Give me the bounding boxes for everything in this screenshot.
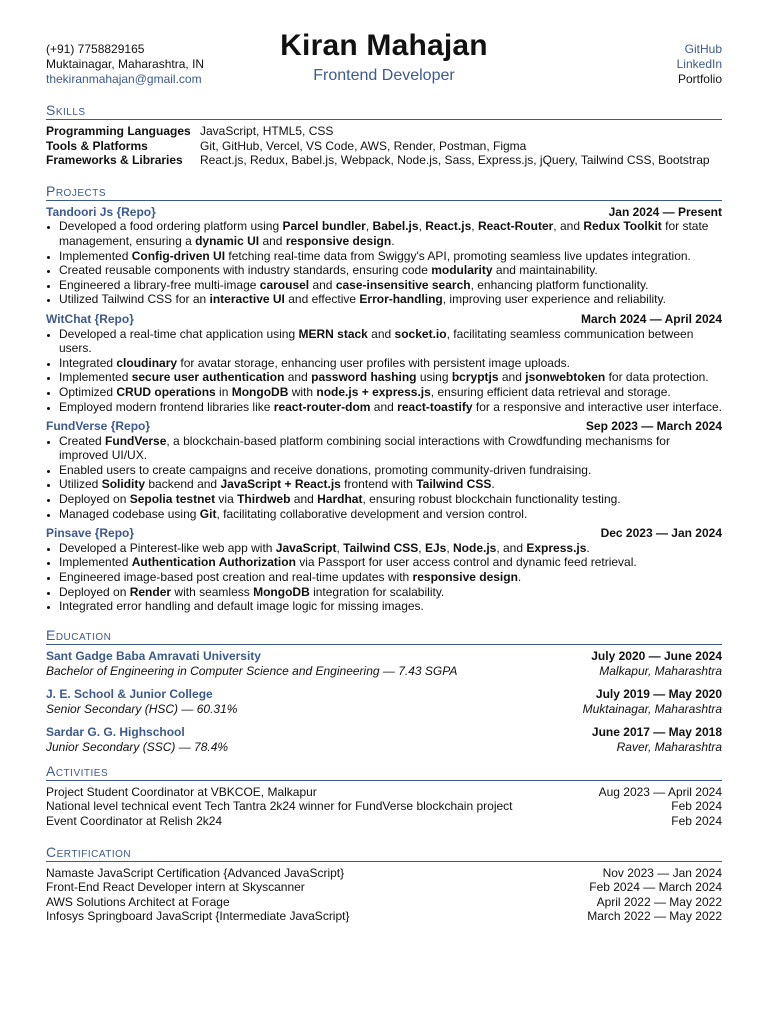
linkedin-link[interactable]: LinkedIn	[676, 57, 722, 71]
project-date: Jan 2024 — Present	[608, 204, 722, 219]
education-entry	[46, 725, 722, 755]
project-bullet: • Enabled users to create campaigns and receive donations, promoting community-driven fundraising.	[59, 463, 722, 478]
certification-text: Front-End React Developer intern at Skyscanner	[46, 880, 305, 895]
certification-text: Namaste JavaScript Certification {Advanced JavaScript}	[46, 865, 345, 880]
project-header	[46, 419, 722, 434]
school-name: Sardar G. G. Highschool	[46, 724, 185, 739]
education-row	[46, 687, 722, 702]
project-bullet: • Utilized Tailwind CSS for an interactive UI and effective Error-handling, improving user experience and reliability.	[59, 292, 722, 307]
project-bullet: • Implemented Authentication Authorization via Passport for user access control and dynamic feed retrieval.	[59, 555, 722, 570]
certification-row	[46, 895, 722, 910]
project-title-link[interactable]: WitChat {Repo}	[46, 311, 134, 326]
skill-category: Programming Languages	[46, 124, 191, 138]
project-bullet: • Implemented secure user authentication and password hashing using bcryptjs and jsonwebtoken for data protection.	[59, 370, 722, 385]
project-title-link[interactable]: Pinsave {Repo}	[46, 526, 135, 541]
school-name: Sant Gadge Baba Amravati University	[46, 648, 261, 663]
education-date: July 2019 — May 2020	[595, 686, 722, 701]
project-date: Sep 2023 — March 2024	[585, 419, 722, 434]
education-entry	[46, 687, 722, 717]
certification-date: Feb 2024 — March 2024	[589, 880, 722, 895]
certification-row	[46, 909, 722, 924]
project-entry	[46, 205, 722, 307]
project-bullets	[46, 434, 722, 522]
section-title: Certification	[46, 844, 722, 862]
certification-list	[46, 866, 722, 924]
education-entry	[46, 649, 722, 679]
project-bullet: • Developed a Pinterest-like web app with JavaScript, Tailwind CSS, EJs, Node.js, and Express.js.	[59, 541, 722, 556]
skill-category: Tools & Platforms	[46, 138, 148, 153]
section-title: Education	[46, 627, 722, 645]
project-bullet: • Created FundVerse, a blockchain-based platform combining social interactions with Crowdfunding mechanisms for improved UI/UX.	[59, 434, 722, 463]
education-date: June 2017 — May 2018	[591, 724, 722, 739]
education-details-row	[46, 702, 722, 717]
project-bullet: • Integrated cloudinary for avatar storage, enhancing user profiles with persistent image uploads.	[59, 356, 722, 371]
certification-row	[46, 866, 722, 881]
project-bullet: • Managed codebase using Git, facilitating collaborative development and version control.	[59, 507, 722, 522]
resume-header	[46, 28, 722, 100]
certification-section	[46, 844, 722, 924]
education-details-row	[46, 664, 722, 679]
activities-list	[46, 785, 722, 829]
skill-row	[46, 124, 722, 139]
activity-text: Event Coordinator at Relish 2k24	[46, 814, 223, 828]
project-bullet: • Optimized CRUD operations in MongoDB with node.js + express.js, ensuring efficient data retrieval and storage.	[59, 385, 722, 400]
project-title-link[interactable]: Tandoori Js {Repo}	[46, 204, 156, 219]
degree: Bachelor of Engineering in Computer Science and Engineering — 7.43 SGPA	[46, 663, 458, 678]
skill-values: JavaScript, HTML5, CSS	[200, 124, 334, 138]
education-list	[46, 649, 722, 755]
project-bullet: • Deployed on Render with seamless MongoDB integration for scalability.	[59, 585, 722, 600]
profile-links	[677, 42, 722, 87]
activity-row	[46, 785, 722, 800]
activity-row	[46, 799, 722, 814]
project-header	[46, 205, 722, 220]
resume-page	[46, 28, 722, 924]
project-header	[46, 312, 722, 327]
project-entry	[46, 419, 722, 521]
activity-date: Feb 2024	[671, 799, 722, 814]
project-header	[46, 526, 722, 541]
project-bullet: • Implemented Config-driven UI fetching real-time data from Swiggy's API, promoting seamless live updates integration.	[59, 249, 722, 264]
section-title: Activities	[46, 763, 722, 781]
skill-row	[46, 153, 722, 168]
project-bullets	[46, 541, 722, 614]
skills-list	[46, 124, 722, 168]
project-bullet: • Utilized Solidity backend and JavaScript + React.js frontend with Tailwind CSS.	[59, 477, 722, 492]
projects-section	[46, 183, 722, 614]
education-location: Raver, Maharashtra	[616, 739, 722, 754]
activity-date: Aug 2023 — April 2024	[598, 784, 722, 799]
activities-section	[46, 763, 722, 829]
phone-number: (+91) 7758829165	[46, 42, 145, 56]
education-details-row	[46, 740, 722, 755]
email-link[interactable]: thekiranmahajan@gmail.com	[46, 72, 202, 86]
project-bullet: • Developed a real-time chat application using MERN stack and socket.io, facilitating seamless communication between users.	[59, 327, 722, 356]
project-bullet: • Integrated error handling and default image logic for missing images.	[59, 599, 722, 614]
github-link[interactable]: GitHub	[684, 42, 722, 56]
activity-text: National level technical event Tech Tantra 2k24 winner for FundVerse blockchain project	[46, 799, 513, 814]
skill-row	[46, 139, 722, 154]
project-entry	[46, 312, 722, 414]
skill-values: Git, GitHub, Vercel, VS Code, AWS, Render, Postman, Figma	[200, 138, 527, 153]
section-title: Projects	[46, 183, 722, 201]
skill-category: Frameworks & Libraries	[46, 153, 183, 168]
education-location: Malkapur, Maharashtra	[599, 663, 722, 678]
project-bullet: • Created reusable components with industry standards, ensuring code modularity and maintainability.	[59, 263, 722, 278]
education-row	[46, 649, 722, 664]
project-bullet: • Engineered image-based post creation and real-time updates with responsive design.	[59, 570, 722, 585]
project-entry	[46, 526, 722, 614]
skill-values: React.js, Redux, Babel.js, Webpack, Node.js, Sass, Express.js, jQuery, Tailwind CSS, Bootstrap	[200, 153, 710, 168]
name-block	[46, 28, 722, 86]
certification-date: March 2022 — May 2022	[587, 909, 722, 924]
section-title: Skills	[46, 102, 722, 120]
education-section	[46, 627, 722, 755]
project-bullets	[46, 219, 722, 307]
certification-text: AWS Solutions Architect at Forage	[46, 894, 230, 909]
location: Muktainagar, Maharashtra, IN	[46, 57, 205, 71]
activity-text: Project Student Coordinator at VBKCOE, Malkapur	[46, 784, 317, 799]
candidate-role: Frontend Developer	[313, 67, 455, 84]
project-date: March 2024 — April 2024	[581, 311, 722, 326]
education-location: Muktainagar, Maharashtra	[582, 701, 722, 716]
degree: Junior Secondary (SSC) — 78.4%	[46, 739, 229, 754]
projects-list	[46, 205, 722, 614]
project-bullet: • Deployed on Sepolia testnet via Thirdweb and Hardhat, ensuring robust blockchain functionality testing.	[59, 492, 722, 507]
project-bullet: • Engineered a library-free multi-image carousel and case-insensitive search, enhancing platform functionality.	[59, 278, 722, 293]
project-bullets	[46, 327, 722, 415]
education-row	[46, 725, 722, 740]
degree: Senior Secondary (HSC) — 60.31%	[46, 701, 238, 716]
project-title-link[interactable]: FundVerse {Repo}	[46, 419, 151, 434]
education-date: July 2020 — June 2024	[591, 648, 722, 663]
certification-row	[46, 880, 722, 895]
certification-date: April 2022 — May 2022	[596, 894, 722, 909]
activity-row	[46, 814, 722, 829]
project-bullet: • Developed a food ordering platform using Parcel bundler, Babel.js, React.js, React-Router, and Redux Toolkit for state management, ensuring a dynamic UI and responsive design.	[59, 219, 722, 248]
skills-section	[46, 102, 722, 168]
certification-text: Infosys Springboard JavaScript {Intermediate JavaScript}	[46, 909, 350, 924]
school-name: J. E. School & Junior College	[46, 686, 213, 701]
activity-date: Feb 2024	[671, 814, 722, 828]
certification-date: Nov 2023 — Jan 2024	[602, 865, 722, 880]
project-bullet: • Employed modern frontend libraries like react-router-dom and react-toastify for a responsive and interactive user interface.	[59, 400, 722, 415]
portfolio-link[interactable]: Portfolio	[677, 72, 722, 86]
candidate-name: Kiran Mahajan	[280, 29, 488, 62]
project-date: Dec 2023 — Jan 2024	[600, 526, 722, 541]
